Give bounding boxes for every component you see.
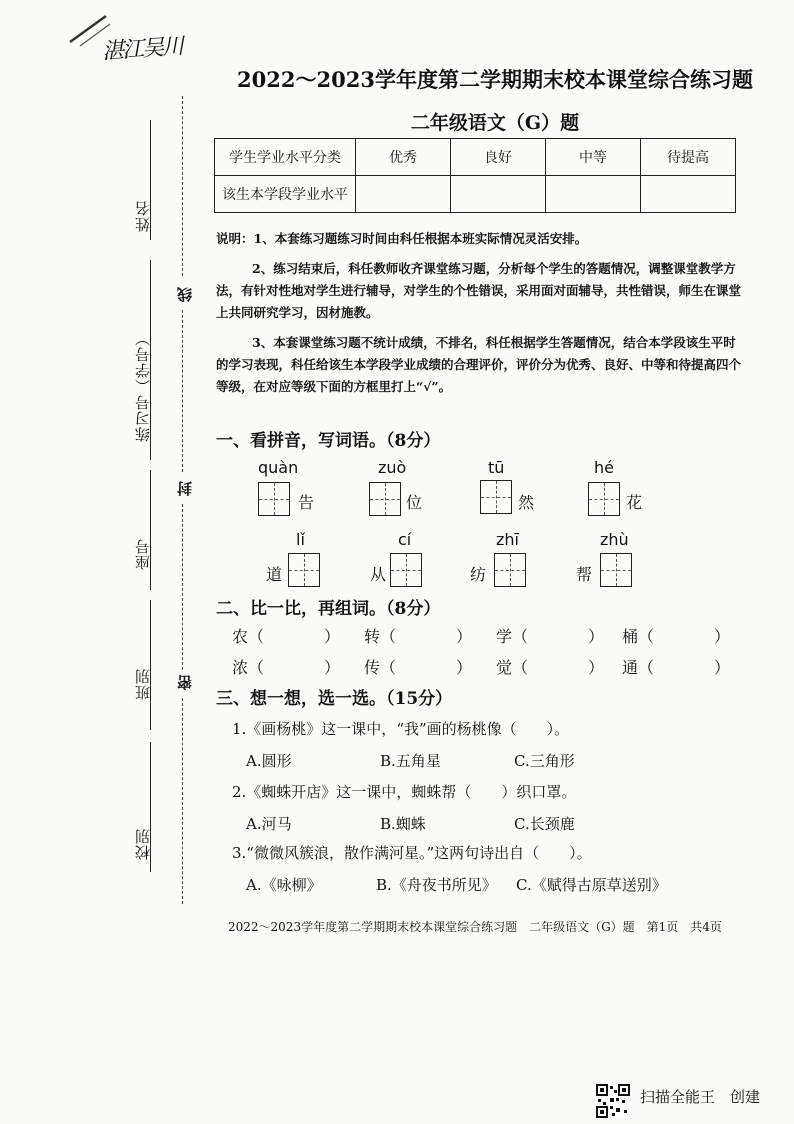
option-b[interactable]: B.《舟夜书所见》 xyxy=(376,876,497,894)
notes-block xyxy=(216,228,756,398)
word-character: 转 xyxy=(364,627,381,646)
question-3: 3.“微微风簇浪，散作满河星。”这两句诗出自（ ）。 xyxy=(232,844,592,862)
close-paren: ） xyxy=(714,658,731,677)
table-cell: 该生本学段学业水平 xyxy=(215,176,356,213)
class-label: 班别 xyxy=(134,668,152,700)
open-paren: （ xyxy=(512,627,529,646)
table-cell: 良好 xyxy=(451,139,546,176)
close-paren: ） xyxy=(324,627,341,646)
option-b[interactable]: B.蜘蛛 xyxy=(380,815,426,833)
word-item xyxy=(496,655,604,678)
given-character: 帮 xyxy=(576,565,593,584)
pinyin-label: hé xyxy=(594,458,614,477)
pinyin-label: zhù xyxy=(600,530,629,549)
binding-dashed-line-4 xyxy=(182,698,183,904)
table-cell: 中等 xyxy=(546,139,641,176)
table-cell: 学生学业水平分类 xyxy=(215,139,356,176)
seal-mark-secret: 密 xyxy=(176,674,194,690)
note-3-line-2: 的学习表现，科任给该生本学段学业成绩的合理评价，评价分为优秀、良好、中等和待提高四个 xyxy=(216,357,742,372)
option-c[interactable]: C.《赋得古原草送别》 xyxy=(516,876,667,894)
writing-grid[interactable] xyxy=(390,553,422,587)
student-id-label: 练习号（学号） xyxy=(134,330,152,442)
note-2-line-3: 上共同研究学习，因材施教。 xyxy=(216,305,379,320)
pinyin-label: lǐ xyxy=(296,530,305,549)
close-paren: ） xyxy=(714,627,731,646)
binding-dashed-line-3 xyxy=(182,504,183,670)
word-item xyxy=(364,655,472,678)
section-1-heading: 一、看拼音，写词语。（8分） xyxy=(216,431,441,451)
question-2: 2.《蜘蛛开店》这一课中，蜘蛛帮（ ）织口罩。 xyxy=(232,783,577,801)
close-paren: ） xyxy=(456,658,473,677)
word-character: 学 xyxy=(496,627,513,646)
option-a[interactable]: A.圆形 xyxy=(246,752,292,770)
seat-underline xyxy=(150,470,151,590)
checkbox-cell[interactable] xyxy=(641,176,736,213)
given-character: 然 xyxy=(518,493,535,512)
option-a[interactable]: A.《咏柳》 xyxy=(246,876,322,894)
exam-subtitle: 二年级语文（G）题 xyxy=(410,112,580,134)
binding-dashed-line-2 xyxy=(182,310,183,472)
question-1: 1.《画杨桃》这一课中，“我”画的杨桃像（ ）。 xyxy=(232,720,570,738)
exam-title: 2022～2023学年度第二学期期末校本课堂综合练习题 xyxy=(237,67,753,92)
word-character: 桶 xyxy=(622,627,639,646)
binding-dashed-line-1 xyxy=(182,96,183,276)
handwritten-location: 湛江吴川 xyxy=(101,34,183,65)
given-character: 从 xyxy=(370,565,387,584)
pinyin-label: cí xyxy=(398,530,412,549)
pinyin-label: zuò xyxy=(378,458,407,477)
close-paren: ） xyxy=(456,627,473,646)
seal-mark-line: 线 xyxy=(176,286,194,302)
given-character: 纺 xyxy=(470,565,487,584)
word-item xyxy=(364,624,472,647)
writing-grid[interactable] xyxy=(258,482,290,516)
table-row xyxy=(215,176,736,213)
scanner-watermark: 扫描全能王 创建 xyxy=(640,1088,761,1106)
word-character: 浓 xyxy=(232,658,249,677)
word-character: 觉 xyxy=(496,658,513,677)
writing-grid[interactable] xyxy=(369,482,401,516)
word-item xyxy=(496,624,604,647)
qr-code-icon xyxy=(596,1084,630,1118)
open-paren: （ xyxy=(248,627,265,646)
word-item xyxy=(232,655,340,678)
word-item xyxy=(622,624,730,647)
option-a[interactable]: A.河马 xyxy=(246,815,292,833)
note-3-line-3: 等级，在对应等级下面的方框里打上“√”。 xyxy=(216,379,452,394)
note-1: 说明：1、本套练习题练习时间由科任根据本班实际情况灵活安排。 xyxy=(216,231,588,246)
note-2-line-2: 法，有针对性地对学生进行辅导，对学生的个性错误，采用面对面辅导，共性错误，师生在课堂 xyxy=(216,283,742,298)
table-row xyxy=(215,139,736,176)
word-item xyxy=(232,624,340,647)
table-cell: 优秀 xyxy=(356,139,451,176)
given-character: 位 xyxy=(406,493,423,512)
given-character: 道 xyxy=(266,565,283,584)
class-underline xyxy=(150,600,151,730)
checkbox-cell[interactable] xyxy=(546,176,641,213)
note-3-line-1: 3、本套课堂练习题不统计成绩，不排名，科任根据学生答题情况，结合本学段该生平时 xyxy=(252,335,736,350)
option-c[interactable]: C.三角形 xyxy=(514,752,575,770)
word-item xyxy=(622,655,730,678)
open-paren: （ xyxy=(248,658,265,677)
option-b[interactable]: B.五角星 xyxy=(380,752,441,770)
section-2-heading: 二、比一比，再组词。（8分） xyxy=(216,599,441,619)
checkbox-cell[interactable] xyxy=(451,176,546,213)
open-paren: （ xyxy=(380,658,397,677)
given-character: 花 xyxy=(626,493,643,512)
close-paren: ） xyxy=(324,658,341,677)
seal-mark-seal: 封 xyxy=(176,480,194,496)
name-label: 姓名 xyxy=(134,200,152,232)
writing-grid[interactable] xyxy=(480,480,512,514)
word-character: 农 xyxy=(232,627,249,646)
open-paren: （ xyxy=(380,627,397,646)
open-paren: （ xyxy=(638,658,655,677)
pinyin-label: zhī xyxy=(496,530,519,549)
page-footer: 2022～2023学年度第二学期期末校本课堂综合练习题 二年级语文（G）题 第1页 共4页 xyxy=(228,920,722,934)
word-character: 传 xyxy=(364,658,381,677)
close-paren: ） xyxy=(588,627,605,646)
open-paren: （ xyxy=(638,627,655,646)
section-3-heading: 三、想一想，选一选。（15分） xyxy=(216,689,453,709)
level-table xyxy=(214,138,736,213)
pinyin-label: tū xyxy=(488,458,505,477)
close-paren: ） xyxy=(588,658,605,677)
given-character: 告 xyxy=(298,493,315,512)
open-paren: （ xyxy=(512,658,529,677)
writing-grid[interactable] xyxy=(588,482,620,516)
school-label: 校别 xyxy=(134,828,152,860)
writing-grid[interactable] xyxy=(494,553,526,587)
word-character: 通 xyxy=(622,658,639,677)
pinyin-label: quàn xyxy=(258,458,299,477)
table-cell: 待提高 xyxy=(641,139,736,176)
seat-label: 座号 xyxy=(134,538,152,570)
note-2-line-1: 2、练习结束后，科任教师收齐课堂练习题，分析每个学生的答题情况，调整课堂教学方 xyxy=(252,261,736,276)
writing-grid[interactable] xyxy=(288,553,320,587)
option-c[interactable]: C.长颈鹿 xyxy=(514,815,575,833)
writing-grid[interactable] xyxy=(600,553,632,587)
checkbox-cell[interactable] xyxy=(356,176,451,213)
